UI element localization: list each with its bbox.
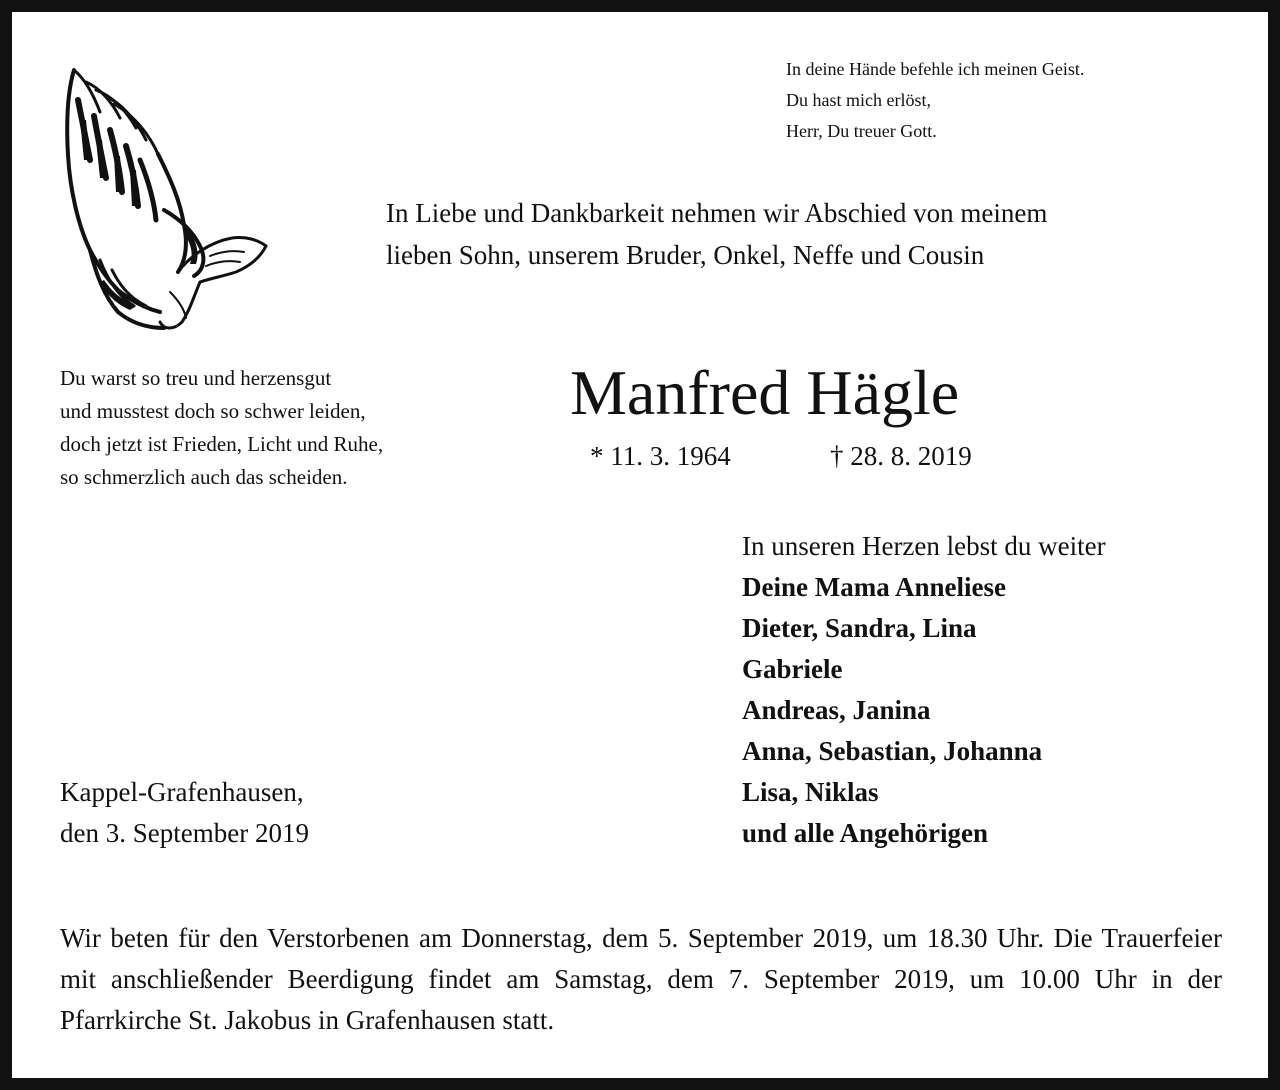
poem-line: so schmerzlich auch das scheiden.	[60, 465, 348, 489]
praying-hands-icon	[60, 60, 272, 332]
mourner-entry: Deine Mama Anneliese	[742, 572, 1006, 602]
death-date: † 28. 8. 2019	[830, 441, 972, 471]
farewell-intro	[386, 192, 1246, 276]
poem-line: und musstest doch so schwer leiden,	[60, 399, 366, 423]
poem-line: Du warst so treu und herzensgut	[60, 366, 332, 390]
deceased-name: Manfred Hägle	[570, 357, 960, 428]
motto-verse	[786, 54, 1256, 147]
mourner-entry: und alle Angehörigen	[742, 818, 989, 848]
birth-date: * 11. 3. 1964	[590, 441, 731, 471]
mourner-entry: Dieter, Sandra, Lina	[742, 613, 977, 643]
intro-line: In Liebe und Dankbarkeit nehmen wir Abschied von meinem	[386, 198, 1048, 228]
mourner-entry: Anna, Sebastian, Johanna	[742, 736, 1043, 766]
poem-line: doch jetzt ist Frieden, Licht und Ruhe,	[60, 432, 384, 456]
intro-line: lieben Sohn, unserem Bruder, Onkel, Neffe und Cousin	[386, 240, 985, 270]
motto-line: In deine Hände befehle ich meinen Geist.	[786, 59, 1085, 79]
date-line: den 3. September 2019	[60, 818, 309, 848]
memorial-poem	[60, 362, 520, 494]
motto-line: Herr, Du treuer Gott.	[786, 121, 937, 141]
mourners-block	[742, 526, 1242, 854]
place-line: Kappel-Grafenhausen,	[60, 777, 304, 807]
place-and-date	[60, 772, 460, 854]
mourners-list	[742, 567, 1242, 854]
mourner-entry: Gabriele	[742, 654, 843, 684]
service-notice: Wir beten für den Verstorbenen am Donnerstag, dem 5. September 2019, um 18.30 Uhr. Die Trauerfeier mit anschließender Beerdigung findet am Samstag, dem 7. September 2019, um 10.00 Uhr in der Pfarrkirche St. Jakobus in Grafenhausen statt.	[60, 923, 1222, 1035]
motto-line: Du hast mich erlöst,	[786, 90, 931, 110]
mourners-intro: In unseren Herzen lebst du weiter	[742, 531, 1106, 561]
life-dates	[590, 436, 1210, 476]
mourner-entry: Lisa, Niklas	[742, 777, 879, 807]
mourner-entry: Andreas, Janina	[742, 695, 931, 725]
